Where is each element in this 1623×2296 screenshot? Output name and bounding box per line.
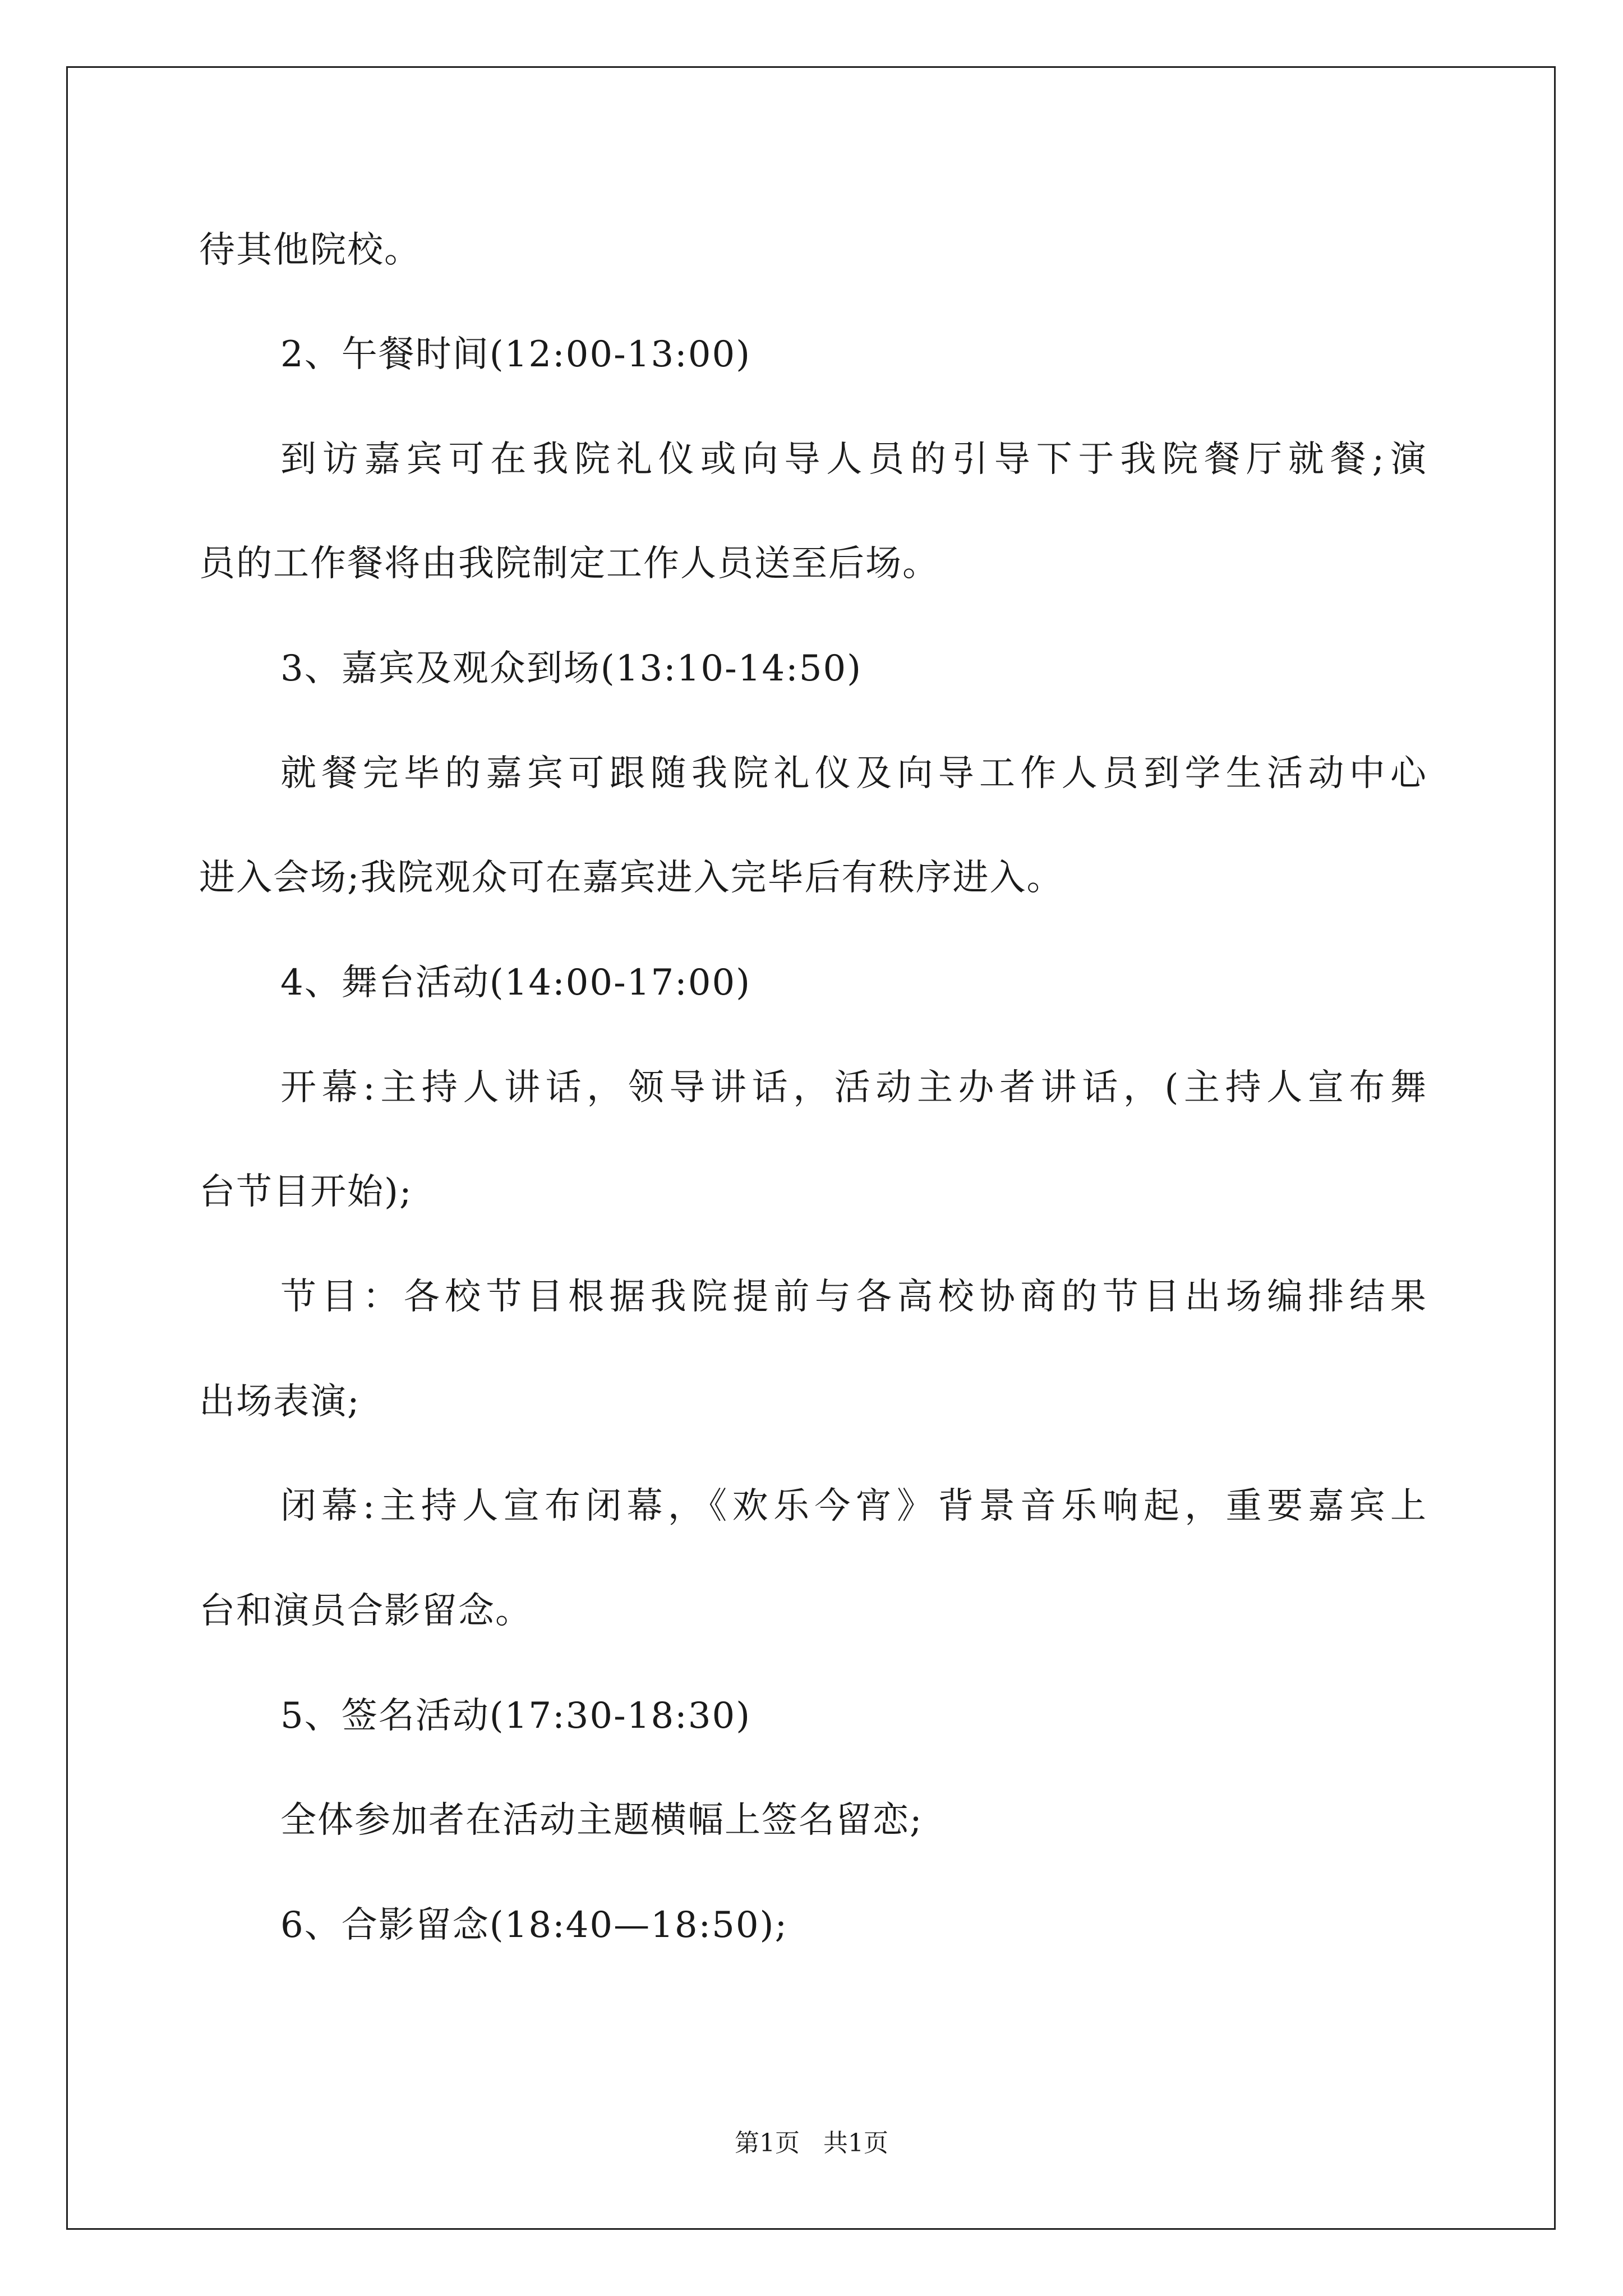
text-line: 进入会场;我院观众可在嘉宾进入完毕后有秩序进入。 [199, 857, 1064, 899]
section-heading: 6、合影留念(18:40—18:50); [280, 1904, 789, 1946]
text-line: 闭幕:主持人宣布闭幕，《欢乐今宵》背景音乐响起，重要嘉宾上 [280, 1485, 1427, 1527]
section-heading: 3、嘉宾及观众到场(13:10-14:50) [280, 648, 863, 689]
section-heading: 4、舞台活动(14:00-17:00) [280, 962, 751, 1004]
text-line: 待其他院校。 [199, 229, 421, 271]
text-line: 到访嘉宾可在我院礼仪或向导人员的引导下于我院餐厅就餐;演 [280, 439, 1427, 480]
text-line: 出场表演; [199, 1381, 361, 1423]
text-line: 全体参加者在活动主题横幅上签名留恋; [280, 1800, 923, 1841]
text-line: 员的工作餐将由我院制定工作人员送至后场。 [199, 543, 939, 585]
text-line: 节目：各校节目根据我院提前与各高校协商的节目出场编排结果 [280, 1276, 1427, 1318]
section-heading: 5、签名活动(17:30-18:30) [280, 1695, 751, 1737]
page-footer: 第1页 共1页 [735, 2129, 888, 2157]
text-line: 台节目开始); [199, 1171, 413, 1213]
section-heading: 2、午餐时间(12:00-13:00) [280, 334, 751, 375]
text-line: 就餐完毕的嘉宾可跟随我院礼仪及向导工作人员到学生活动中心 [280, 753, 1427, 794]
text-line: 开幕:主持人讲话，领导讲话，活动主办者讲话，(主持人宣布舞 [280, 1067, 1427, 1108]
text-line: 台和演员合影留念。 [199, 1590, 532, 1632]
